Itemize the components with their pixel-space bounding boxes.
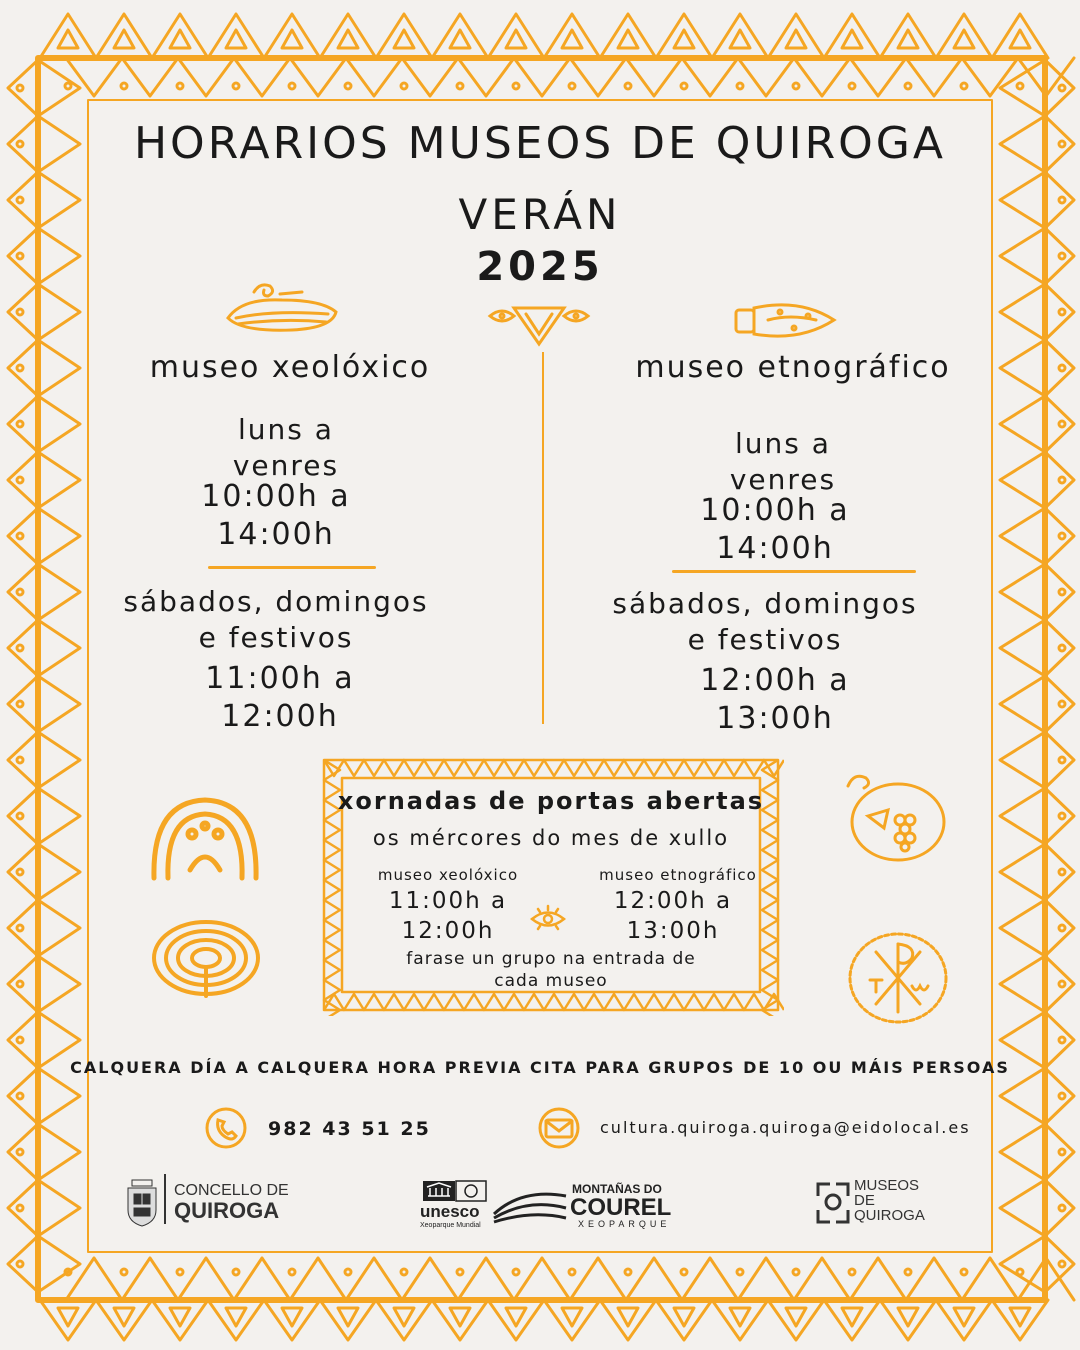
open-days-hours-right <box>578 886 768 946</box>
weekend-label-line2: e festivos <box>198 621 354 654</box>
weekday-label <box>106 412 466 484</box>
phone-icon <box>204 1106 248 1150</box>
logo-separator <box>164 1174 166 1224</box>
museos-logo-line1: MUSEOS <box>854 1177 920 1194</box>
concello-name: QUIROGA <box>174 1198 280 1223</box>
page-title: HORARIOS MUSEOS DE QUIROGA <box>133 118 947 169</box>
grapes-medallion-icon <box>840 770 950 862</box>
museos-logo-line2: DE <box>854 1192 875 1209</box>
open-days-hours-left-line1: 11:00h a <box>388 888 508 914</box>
weekend-label-line1: sábados, domingos <box>123 585 429 618</box>
weekend-hours-line1: 11:00h a <box>205 661 355 696</box>
open-days-hours-left-line2: 12:00h <box>401 918 495 944</box>
seed-pod-icon <box>730 298 838 344</box>
open-days-hours-right-line2: 13:00h <box>626 918 720 944</box>
courel-label: MONTAÑAS DO <box>572 1182 662 1196</box>
weekend-hours-line2: 13:00h <box>716 701 834 736</box>
open-days-note <box>318 948 784 992</box>
group-visit-notice: CALQUERA DÍA A CALQUERA HORA PREVIA CITA PARA GRUPOS DE 10 OU MÁIS PERSOAS <box>70 1058 1010 1077</box>
weekend-hours-line1: 12:00h a <box>700 663 850 698</box>
weekday-hours <box>96 478 456 554</box>
unesco-label: unesco <box>420 1202 480 1221</box>
idol-face-icon <box>146 794 264 882</box>
fossil-rock-icon <box>222 278 342 336</box>
courel-sublabel: XEOPARQUE <box>578 1219 671 1229</box>
weekend-label-line2: e festivos <box>687 623 843 656</box>
open-days-hours-left <box>350 886 546 946</box>
eye-icon <box>528 904 568 934</box>
weekday-hours-line2: 14:00h <box>217 517 335 552</box>
year-label: 2025 <box>476 244 604 290</box>
museum-name-xeoloxico: museo xeolóxico <box>149 350 431 385</box>
chi-rho-icon <box>846 928 950 1026</box>
mail-icon <box>536 1106 582 1150</box>
museum-name-etnografico: museo etnográfico <box>635 350 951 385</box>
season-label: VERÁN <box>458 190 622 239</box>
weekday-label-line2: venres <box>729 463 837 496</box>
section-divider <box>672 570 916 573</box>
labyrinth-icon <box>150 918 262 1000</box>
concello-label: CONCELLO DE <box>174 1182 289 1199</box>
open-days-note-line1: farase un grupo na entrada de <box>406 949 696 969</box>
open-days-title: xornadas de portas abertas <box>337 787 765 815</box>
petroglyph-icon <box>486 296 592 348</box>
museos-logo-icon <box>816 1182 850 1224</box>
weekend-label-line1: sábados, domingos <box>612 587 918 620</box>
courel-mountains-icon <box>492 1184 568 1224</box>
email-address[interactable]: cultura.quiroga.quiroga@eidolocal.es <box>600 1118 971 1137</box>
weekday-hours-line2: 14:00h <box>716 531 834 566</box>
open-days-museum-right: museo etnográfico <box>599 866 757 884</box>
weekend-label <box>96 584 456 656</box>
center-divider <box>542 352 544 724</box>
museos-logo-text <box>854 1178 925 1223</box>
open-days-museum-left: museo xeolóxico <box>377 866 519 884</box>
weekday-hours-line1: 10:00h a <box>700 493 850 528</box>
weekend-hours-line2: 12:00h <box>221 699 339 734</box>
phone-number[interactable]: 982 43 51 25 <box>268 1118 431 1140</box>
unesco-temple-icon <box>422 1180 488 1202</box>
weekend-label <box>580 586 950 658</box>
weekday-label-line1: luns a <box>238 413 334 446</box>
unesco-sublabel: Xeoparque Mundial <box>420 1222 481 1229</box>
weekend-hours <box>100 660 460 736</box>
weekday-hours-line1: 10:00h a <box>201 479 351 514</box>
museos-logo-line3: QUIROGA <box>854 1207 925 1224</box>
open-days-subtitle: os mércores do mes de xullo <box>372 826 730 850</box>
weekday-label-line2: venres <box>232 449 340 482</box>
section-divider <box>208 566 376 569</box>
coat-of-arms-icon <box>124 1176 160 1228</box>
weekday-hours <box>590 492 960 568</box>
courel-name: COUREL <box>570 1194 672 1221</box>
weekday-label-line1: luns a <box>735 427 831 460</box>
open-days-note-line2: cada museo <box>494 971 608 991</box>
weekday-label <box>598 426 968 498</box>
weekend-hours <box>590 662 960 738</box>
open-days-hours-right-line1: 12:00h a <box>613 888 733 914</box>
